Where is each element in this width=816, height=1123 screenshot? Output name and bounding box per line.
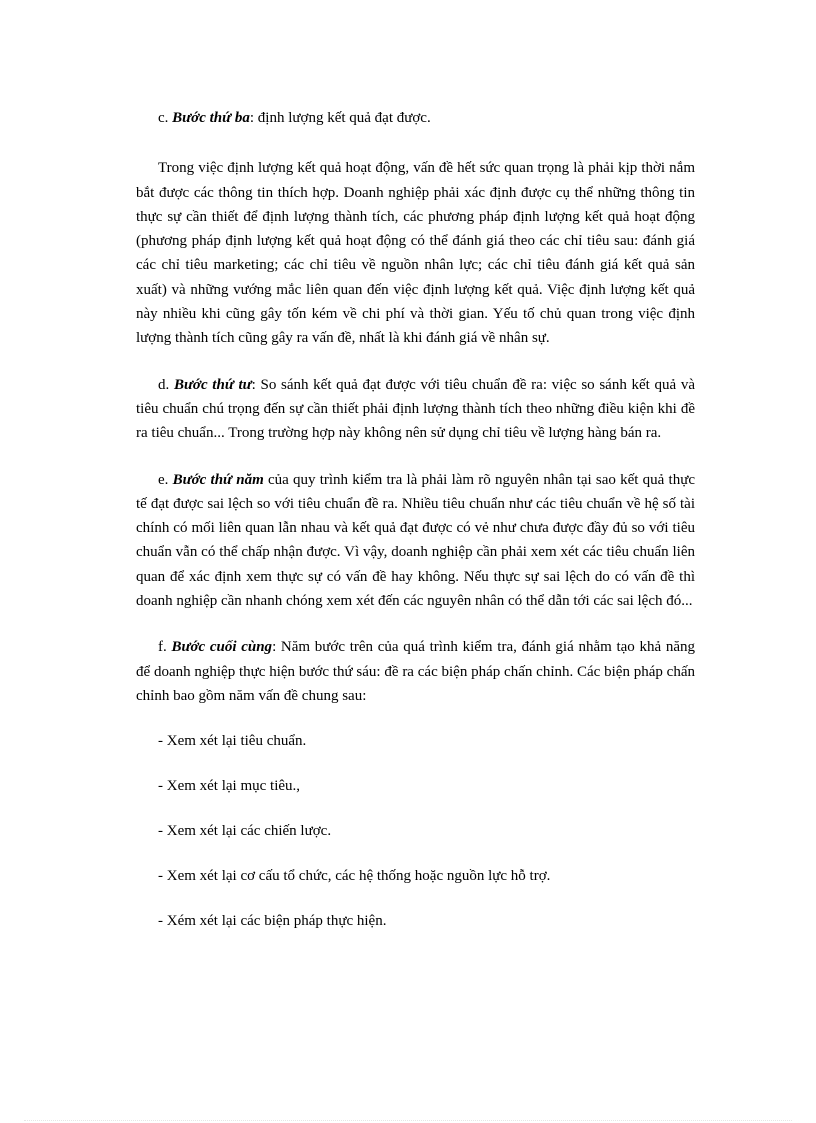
step-e-prefix: e. [158,471,173,488]
step-e-paragraph [136,468,695,614]
step-c-heading [136,106,695,130]
measure-list-item: - Xem xét lại cơ cấu tổ chức, các hệ thống hoặc nguồn lực hỗ trợ. [158,868,551,885]
step-e-text: của quy trình kiểm tra là phải làm rõ nguyên nhân tại sao kết quả thực tế đạt được sai lệch so với tiêu chuẩn đề ra. Nhiều tiêu chuẩn như các tiêu chuẩn về hệ số tài chính có mối liên quan lẫn nhau và kết quả đạt được có vẻ như chưa được đầy đủ so với tiêu chuẩn vẫn có thể chấp nhận được. Vì vậy, doanh nghiệp cần phải xem xét các tiêu chuẩn liên quan để xác định xem thực sự có vấn đề hay không. Nếu thực sự sai lệch do có vấn đề thì doanh nghiệp cần nhanh chóng xem xét đến các nguyên nhân có thể dẫn tới các sai lệch đó... [136,471,695,610]
step-d-prefix: d. [158,376,174,393]
step-c-text: : định lượng kết quả đạt được. [249,110,431,126]
spacer [136,708,695,729]
document-body [136,106,695,933]
measure-list-item: - Xém xét lại các biện pháp thực hiện. [158,913,387,930]
measure-list-item: - Xem xét lại các chiến lược. [158,823,332,840]
measure-list-item: - Xem xét lại mục tiêu., [158,778,301,795]
step-f-prefix: f. [158,639,172,656]
step-d-text: : So sánh kết quả đạt được với tiêu chuẩn đề ra: việc so sánh kết quả và tiêu chuẩn chú trọng đến sự cần thiết phải định lượng thành tích theo những điều kiện khi đề ra tiêu chuẩn... Trong trường hợp này không nên sử dụng chỉ tiêu về lượng hàng bán ra. [136,376,696,442]
spacer [136,843,695,864]
spacer [136,753,695,774]
step-c-paragraph: Trong việc định lượng kết quả hoạt động, vấn đề hết sức quan trọng là phải kịp thời nắm bắt được các thông tin thích hợp. Doanh nghiệp phải xác định được cụ thể những thông tin thực sự cần thiết để định lượng thành tích, các phương pháp định lượng kết quả hoạt động (phương pháp định lượng kết quả hoạt động có thể đánh giá theo các chỉ tiêu sau: đánh giá các chỉ tiêu marketing; các chỉ tiêu về nguồn nhân lực; các chỉ tiêu đánh giá kết quả sản xuất) và những vướng mắc liên quan đến việc định lượng kết quả. Việc định lượng kết quả này nhiều khi cũng gây tốn kém về chi phí và thời gian. Yếu tố chủ quan trong việc định lượng thành tích cũng gây ra vấn đề, nhất là khi đánh giá về nhân sự. [136,160,695,347]
step-f-label: Bước cuối cùng [171,639,273,656]
step-c-prefix: c. [158,110,173,126]
spacer [136,613,695,635]
step-f-paragraph [136,635,695,708]
page-bottom-divider [24,1120,792,1121]
step-f-text: : Năm bước trên của quá trình kiểm tra, đánh giá nhằm tạo khả năng để doanh nghiệp thực hiện bước thứ sáu: đề ra các biện pháp chấn chỉnh. Các biện pháp chấn chỉnh bao gồm năm vấn đề chung sau: [136,639,695,704]
measure-list-item: - Xem xét lại tiêu chuẩn. [158,733,307,750]
spacer [136,446,695,468]
spacer [136,351,695,373]
spacer [136,798,695,819]
spacer [136,888,695,909]
step-e-label: Bước thứ năm [172,471,264,488]
step-d-paragraph [136,373,695,446]
step-d-label: Bước thứ tư [173,376,252,393]
step-c-label: Bước thứ ba [172,110,250,126]
spacer [136,130,695,156]
